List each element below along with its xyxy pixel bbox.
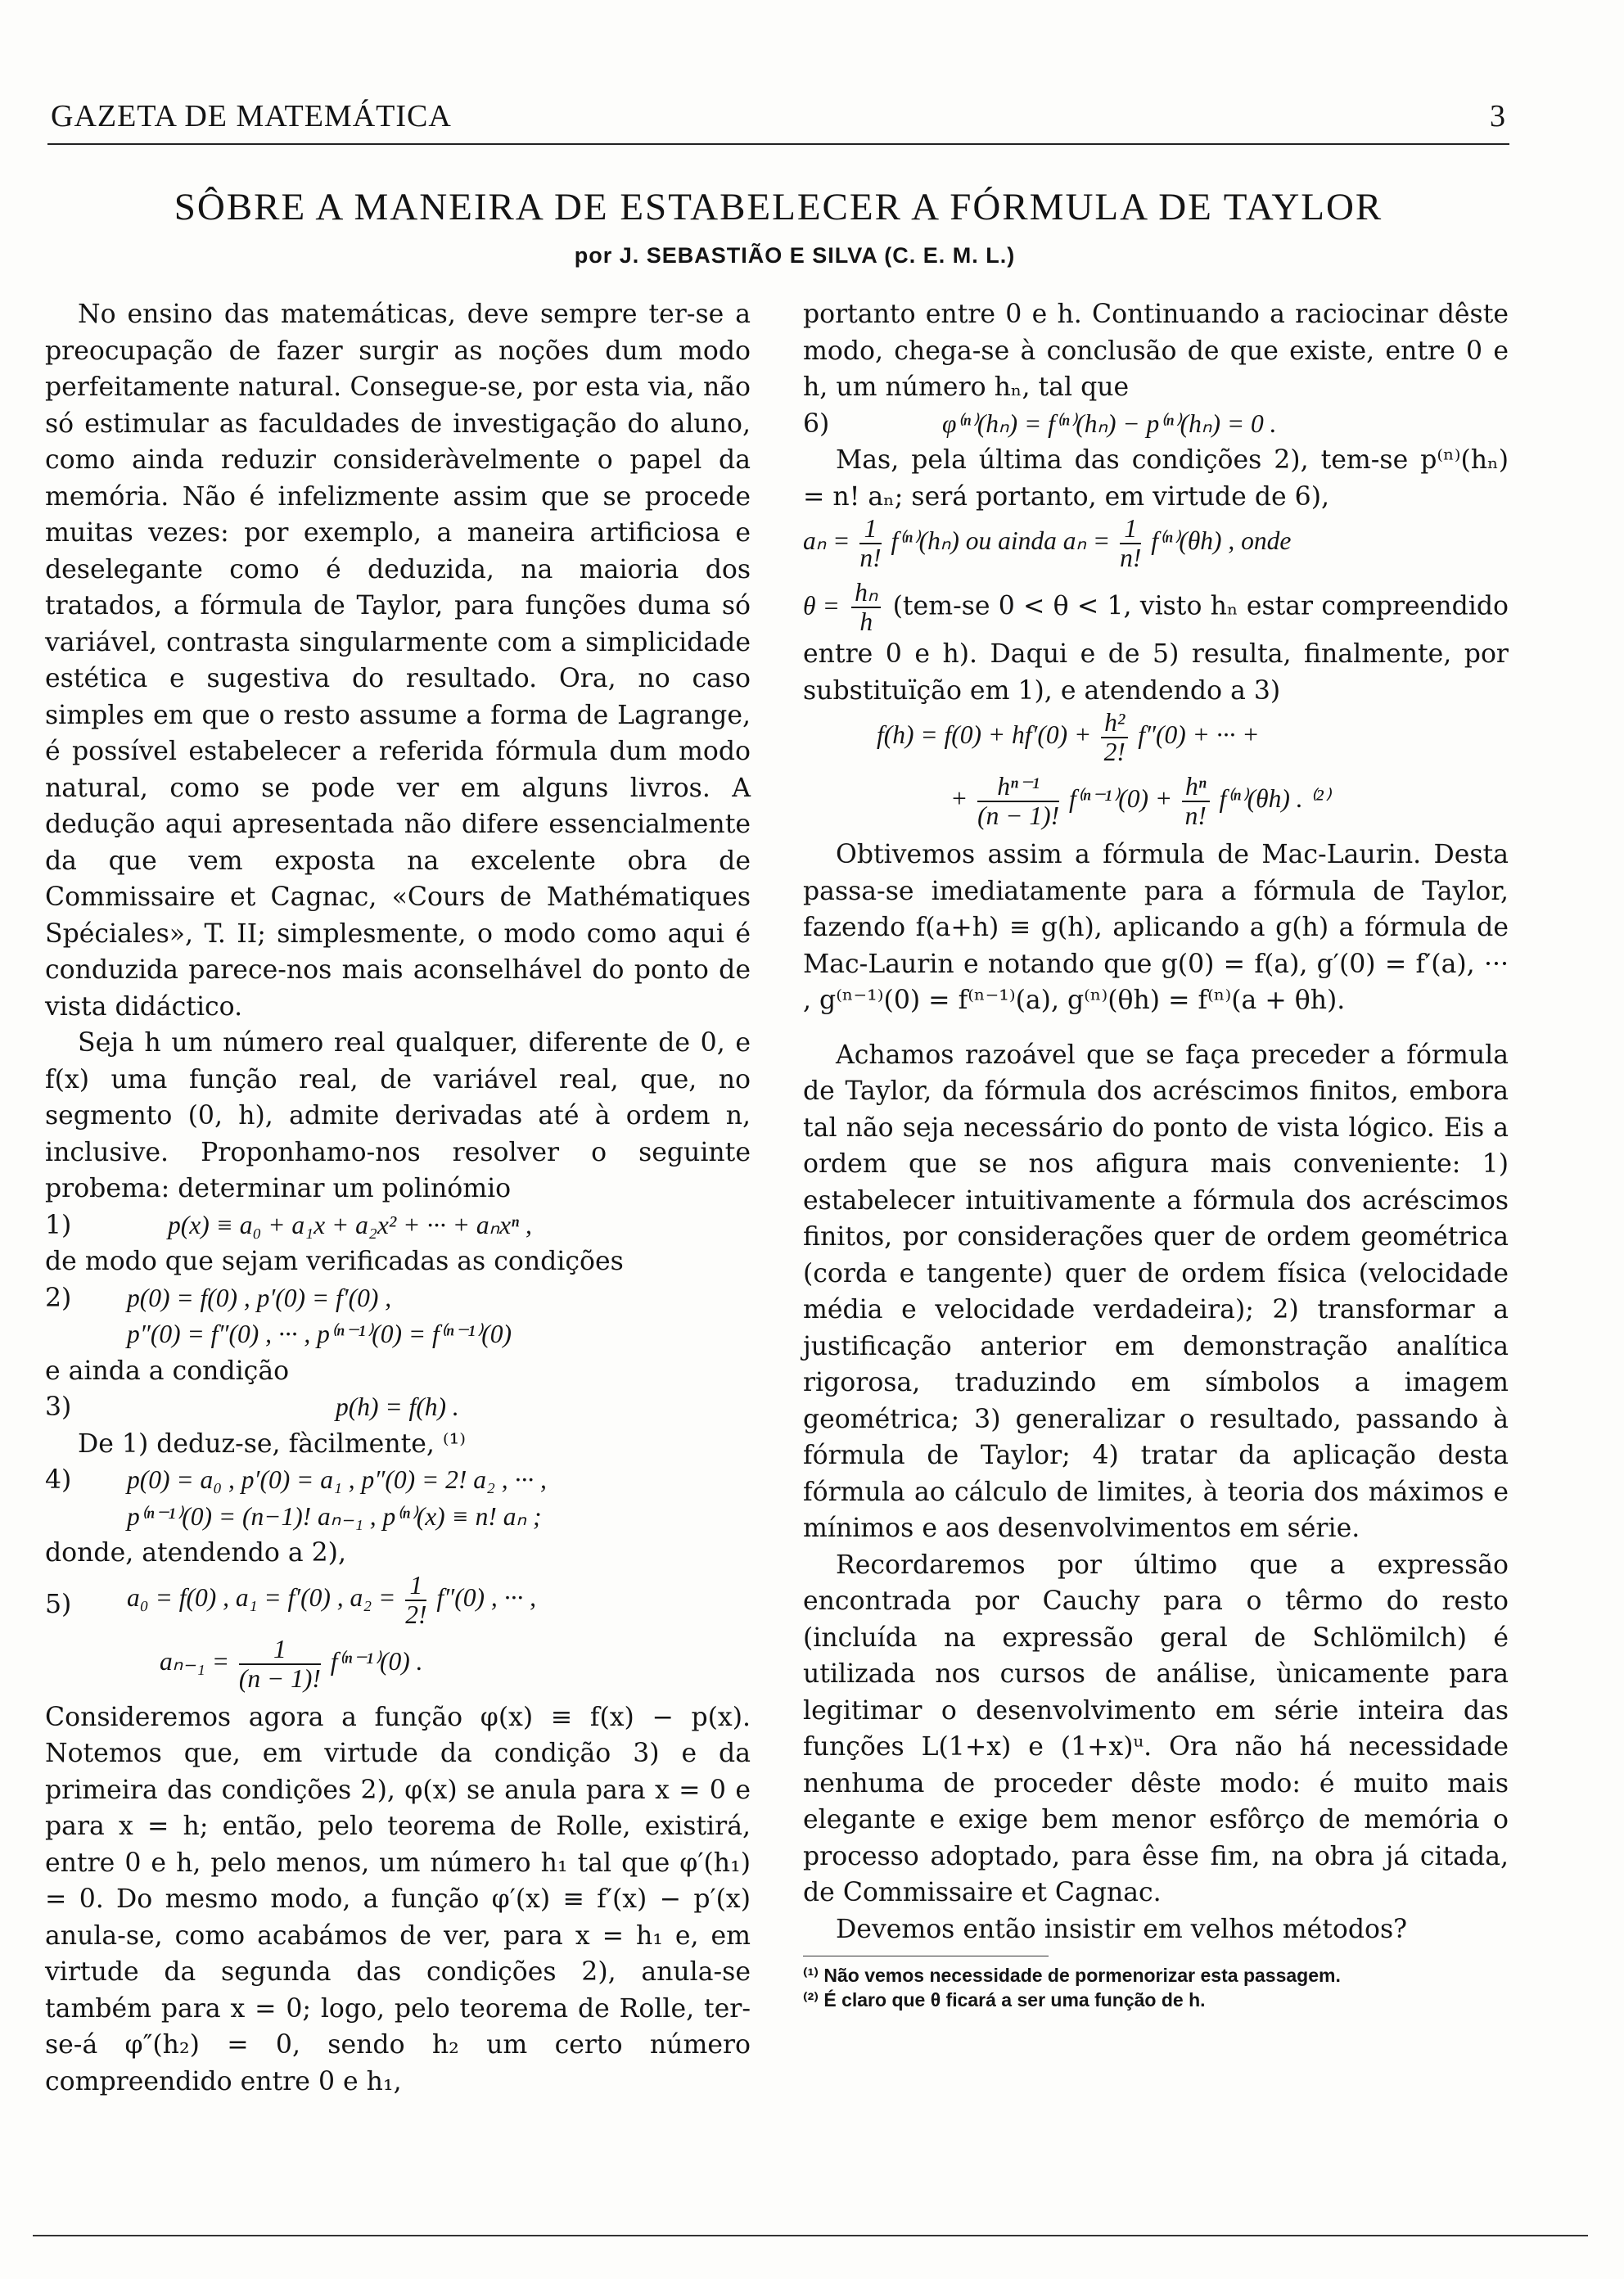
equation-body: p(0) = f(0) , p′(0) = f′(0) , xyxy=(127,1283,392,1312)
paragraph: Devemos então insistir em velhos métodos? xyxy=(836,1914,1408,1944)
equation-body: f(h) = f(0) + hf′(0) + xyxy=(877,720,1092,750)
equation-body: a₀ = f(0) , a₁ = f′(0) , a₂ = xyxy=(127,1582,396,1612)
fraction: $\frac{1}{n!}$ xyxy=(859,514,882,572)
equation-body: f⁽ⁿ⁾(hₙ) ou ainda aₙ = xyxy=(891,526,1111,556)
right-column xyxy=(803,296,1509,2012)
equation-body: p″(0) = f″(0) , ··· , p⁽ⁿ⁻¹⁾(0) = f⁽ⁿ⁻¹⁾(0) xyxy=(127,1320,512,1348)
equation-5b xyxy=(45,1636,751,1699)
equation-number: 3) xyxy=(45,1392,72,1422)
fraction: $\frac{1}{n!}$ xyxy=(1120,514,1142,572)
equation-body: aₙ₋₁ = xyxy=(160,1646,230,1676)
equation-9b xyxy=(803,773,1509,837)
footnote-1: ⁽¹⁾ Não vemos necessidade de pormenorizar esta passagem. xyxy=(803,1965,1341,1986)
fraction: $\frac{1}{(n - 1)!}$ xyxy=(238,1634,321,1693)
fraction: $\frac{\text{hₙ}}{h}$ xyxy=(851,579,881,636)
equation-body: f⁽ⁿ⁾(θh) . ⁽²⁾ xyxy=(1219,784,1330,814)
text-line: de modo que sejam verificadas as condições xyxy=(45,1247,624,1276)
paragraph: No ensino das matemáticas, deve sempre ter-se a preocupação de fazer surgir as noções dum modo perfeitamente natural. Consegue-se, por esta via, não só estimular as faculdades de investigação do aluno, como ainda reduzir consideràvelmente o papel da memória. Não é infelizmente assim que se procede muitas vezes: por exemplo, a maneira artificiosa e deselegante como é deduzida, na maioria dos tratados, a fórmula de Taylor, para funções duma só variável, contrasta singularmente com a simplicidade estética e sugestiva do resultado. Ora, no caso simples em que o resto assume a forma de Lagrange, é possível estabelecer a referida fórmula dum modo natural, como se pode ver em alguns livros. A dedução aqui apresentada não difere essencialmente da que vem exposta na excelente obra de Commissaire et Cagnac, «Cours de Mathématiques Spéciales», T. II; simplesmente, o modo como aqui é conduzida parece-nos mais aconselhável do ponto de vista didáctico. xyxy=(45,300,751,1022)
equation-number: 6) xyxy=(803,408,830,439)
equation-body: φ⁽ⁿ⁾(hₙ) = f⁽ⁿ⁾(hₙ) − p⁽ⁿ⁾(hₙ) = 0 . xyxy=(942,408,1277,438)
equation-number: 4) xyxy=(45,1465,72,1495)
equation-body: θ = xyxy=(803,591,840,621)
equation-2b xyxy=(45,1316,751,1353)
text-line: donde, atendendo a 2), xyxy=(45,1538,346,1568)
paragraph: Seja h um número real qualquer, diferente de 0, e f(x) uma função real, de variável real, que, no segmento (0, h), admite derivadas até à ordem n, inclusive. Proponhamo-nos resolver o seguinte probema: determinar um polinómio xyxy=(45,1028,751,1203)
article-title: SÔBRE A MANEIRA DE ESTABELECER A FÓRMULA DE TAYLOR xyxy=(174,186,1383,228)
equation-body: + xyxy=(950,784,968,814)
equation-body: f⁽ⁿ⁻¹⁾(0) + xyxy=(1069,784,1173,814)
equation-body: p(0) = a₀ , p′(0) = a₁ , p″(0) = 2! a₂ , ··· , xyxy=(127,1465,547,1494)
equation-7 xyxy=(803,515,1509,579)
equation-body: p⁽ⁿ⁻¹⁾(0) = (n−1)! aₙ₋₁ , p⁽ⁿ⁾(x) ≡ n! aₙ ; xyxy=(127,1501,542,1531)
fraction: $\frac{1}{2!}$ xyxy=(405,1570,427,1629)
equation-number: 2) xyxy=(45,1283,72,1313)
footnote-rule xyxy=(803,1956,1049,1963)
equation-number: 5) xyxy=(45,1589,72,1619)
header-rule xyxy=(47,143,1509,145)
text-line: e ainda a condição xyxy=(45,1356,290,1386)
fraction: $\frac{\text{h²}}{2!}$ xyxy=(1101,709,1128,766)
paragraph: Mas, pela última das condições 2), tem-se p⁽ⁿ⁾(hₙ) = n! aₙ; será portanto, em virtude de 6), xyxy=(803,445,1509,512)
paragraph: Achamos razoável que se faça preceder a fórmula de Taylor, da fórmula dos acréscimos finitos, embora tal não seja necessário do ponto de vista lógico. Eis a ordem que se nos afigura mais conveniente: 1) estabelecer intuitivamente a fórmula dos acréscimos finitos, por considerações quer de ordem geométrica (corda e tangente) quer de ordem física (velocidade média e velocidade verdadeira); 2) transformar a justificação anterior em demonstração analítica rigorosa, traduzindo em símbolos a imagem geométrica; 3) generalizar o resultado, passando à fórmula de Taylor; 4) tratar da aplicação desta fórmula ao cálculo de limites, à teoria dos máximos e mínimos e aos desenvolvimentos em série. xyxy=(803,1040,1509,1543)
equation-number: 1) xyxy=(45,1210,72,1240)
equation-2a xyxy=(45,1280,751,1317)
equation-3 xyxy=(45,1389,751,1426)
equation-body: f″(0) + ··· + xyxy=(1138,720,1260,750)
equation-body: p(h) = f(h) . xyxy=(336,1392,459,1421)
paragraph: Consideremos agora a função φ(x) ≡ f(x) − p(x). Notemos que, em virtude da condição 3) e da primeira das condições 2), φ(x) se anula para x = 0 e para x = h; então, pelo teorema de Rolle, existirá, entre 0 e h, pelo menos, um número h₁ tal que φ′(h₁) = 0. Do mesmo modo, a função φ′(x) ≡ f′(x) − p′(x) anula-se, como acabámos de ver, para x = h₁ e, em virtude da segunda das condições 2), anula-se também para x = 0; logo, pelo teorema de Rolle, ter-se-á φ″(h₂) = 0, sendo h₂ um certo número compreendido entre 0 e h₁, xyxy=(45,1702,751,2096)
equation-9a xyxy=(803,709,1509,773)
text-line: De 1) deduz-se, fàcilmente, ⁽¹⁾ xyxy=(78,1428,467,1459)
paragraph: Recordaremos por último que a expressão encontrada por Cauchy para o têrmo do resto (incluída na expressão geral de Schlömilch) é utilizada nos cursos de análise, ùnicamente para legitimar o desenvolvimento em série inteira das funções L(1+x) e (1+x)ᵘ. Ora não há necessidade nenhuma de proceder dêste modo: é muito mais elegante e exige bem menor esfôrço de memória o processo adoptado, para êsse fim, na obra já citada, de Commissaire et Cagnac. xyxy=(803,1550,1509,1907)
left-column xyxy=(45,296,751,2100)
equation-body: aₙ = xyxy=(803,526,850,556)
equation-body: f⁽ⁿ⁻¹⁾(0) . xyxy=(330,1646,423,1676)
footer-rule xyxy=(33,2235,1588,2236)
equation-1 xyxy=(45,1207,751,1244)
equation-body: f⁽ⁿ⁾(θh) , onde xyxy=(1151,526,1292,556)
paragraph: Obtivemos assim a fórmula de Mac-Laurin. Desta passa-se imediatamente para a fórmula de Taylor, fazendo f(a+h) ≡ g(h), aplicando a g(h) a fórmula de Mac-Laurin e notando que g(0) = f(a), g′(0) = f′(a), ··· , g⁽ⁿ⁻¹⁾(0) = f⁽ⁿ⁻¹⁾(a), g⁽ⁿ⁾(θh) = f⁽ⁿ⁾(a + θh). xyxy=(803,840,1509,1015)
equation-6 xyxy=(803,406,1509,443)
page-number: 3 xyxy=(1490,99,1505,133)
text-span: (tem-se 0 < θ < 1, visto hₙ estar compreendido entre 0 e h). Daqui e de 5) resulta, finalmente, por substituïção em 1), e atendendo a 3) xyxy=(803,591,1509,706)
equation-4b xyxy=(45,1499,751,1536)
fraction: $\frac{\text{hⁿ⁻¹}}{(n - 1)!}$ xyxy=(977,772,1060,830)
article-byline: por J. SEBASTIÃO E SILVA (C. E. M. L.) xyxy=(574,243,1016,268)
equation-body: f″(0) , ··· , xyxy=(436,1582,536,1612)
equation-body: p(x) ≡ a₀ + a₁x + a₂x² + ··· + aₙxⁿ , xyxy=(168,1210,532,1239)
equation-5a xyxy=(45,1572,751,1636)
paragraph xyxy=(803,579,1509,709)
fraction: $\frac{\text{hⁿ}}{n!}$ xyxy=(1182,773,1210,830)
footnote-2: ⁽²⁾ É claro que θ ficará a ser uma função de h. xyxy=(803,1989,1206,2010)
journal-name: GAZETA DE MATEMÁTICA xyxy=(51,99,452,133)
equation-4a xyxy=(45,1462,751,1499)
paragraph: portanto entre 0 e h. Continuando a raciocinar dêste modo, chega-se à conclusão de que existe, entre 0 e h, um número hₙ, tal que xyxy=(803,300,1509,402)
